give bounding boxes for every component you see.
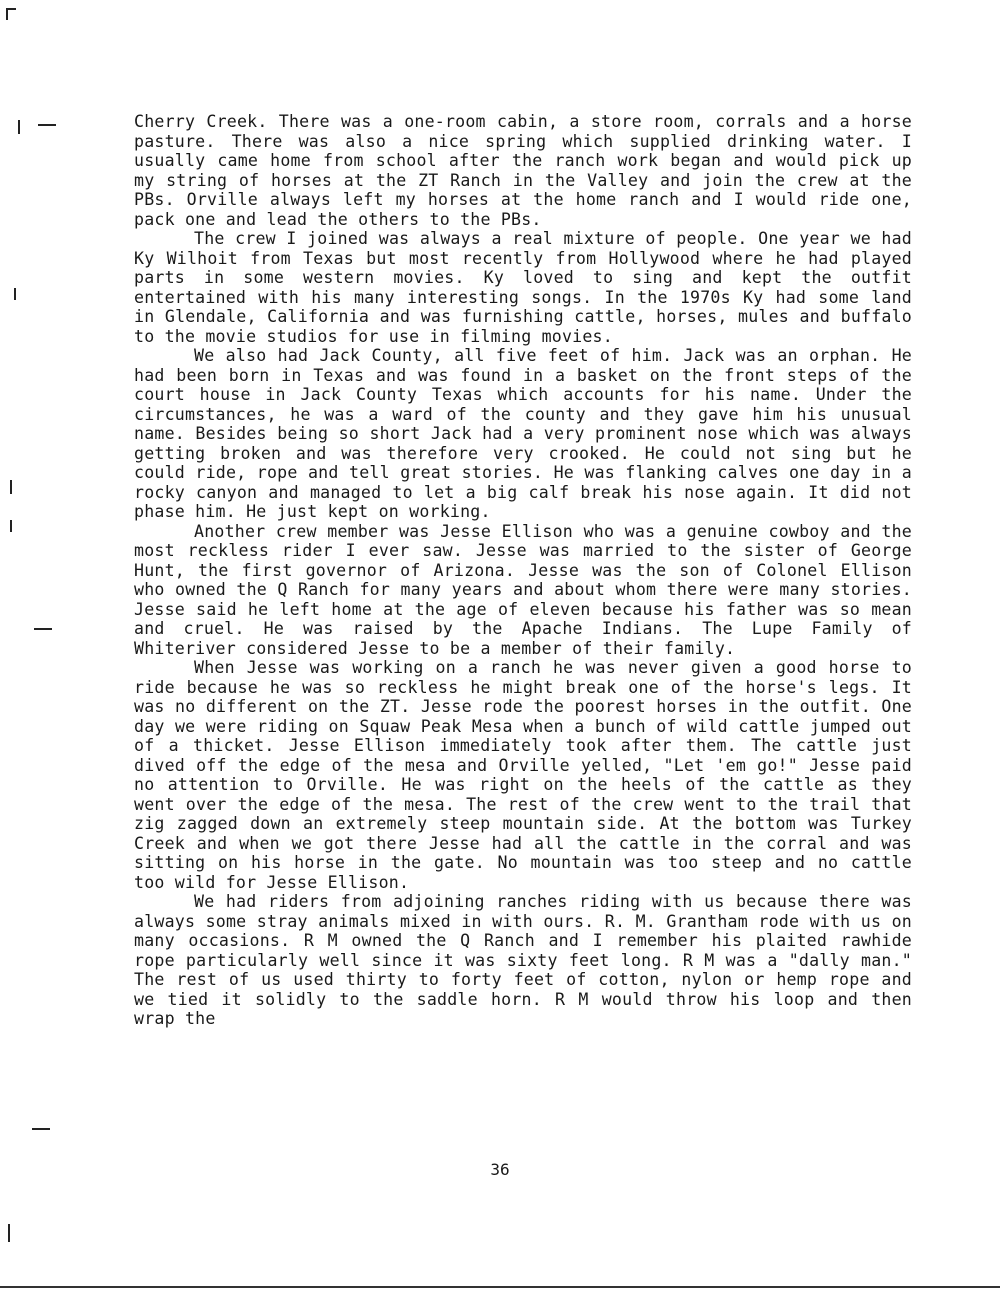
paragraph: Cherry Creek. There was a one-room cabin, a store room, corrals and a horse pasture. There was also a nice spring which supplied drinking water. I usually came home from school after the ranch work began and would pick up my string of horses at the ZT Ranch in the Valley and join the crew at the PBs. Orville always left my horses at the home ranch and I would ride one, pack one and lead the others to the PBs. — [134, 112, 912, 229]
scan-corner-mark — [6, 8, 8, 20]
paragraph: The crew I joined was always a real mixture of people. One year we had Ky Wilhoit from Texas but most recently from Hollywood where he had played parts in some western movies. Ky loved to sing and kept the outfit entertained with his many interesting songs. In the 1970s Ky had some land in Glendale, California and was furnishing cattle, horses, mules and buffalo to the movie studios for use in filming movies. — [134, 229, 912, 346]
scan-margin-mark — [38, 124, 56, 126]
scan-bottom-edge — [0, 1286, 1000, 1288]
scan-margin-mark — [10, 520, 12, 532]
paragraph: Another crew member was Jesse Ellison who was a genuine cowboy and the most reckless rider I ever saw. Jesse was married to the sister of George Hunt, the first governor of Arizona. Jesse was the son of Colonel Ellison who owned the Q Ranch for many years and about whom there were many stories. Jesse said he left home at the age of eleven because his father was so mean and cruel. He was raised by the Apache Indians. The Lupe Family of Whiteriver considered Jesse to be a member of their family. — [134, 521, 912, 658]
paragraph: When Jesse was working on a ranch he was never given a good horse to ride because he was so reckless he might break one of the horse's legs. It was no different on the ZT. Jesse rode the poorest horses in the outfit. One day we were riding on Squaw Peak Mesa when a bunch of wild cattle jumped out of a thicket. Jesse Ellison immediately took after them. The cattle just dived off the edge of the mesa and Orville yelled, "Let 'em go!" Jesse paid no attention to Orville. He was right on the heels of the cattle as they went over the edge of the mesa. The rest of the crew went to the trail that zig zagged down an extremely steep mountain side. At the bottom was Turkey Creek and when we got there Jesse had all the cattle in the corral and was sitting on his horse in the gate. No mountain was too steep and no cattle too wild for Jesse Ellison. — [134, 658, 912, 892]
paragraph: We had riders from adjoining ranches riding with us because there was always some stray animals mixed in with ours. R. M. Grantham rode with us on many occasions. R M owned the Q Ranch and I remember his plaited rawhide rope particularly well since it was sixty feet long. R M was a "dally man." The rest of us used thirty to forty feet of cotton, nylon or hemp rope and we tied it solidly to the saddle horn. R M would throw his loop and then wrap the — [134, 892, 912, 1028]
body-text — [134, 112, 912, 1029]
paragraph: We also had Jack County, all five feet of him. Jack was an orphan. He had been born in Texas and was found in a basket on the front steps of the court house in Jack County Texas which accounts for his name. Under the circumstances, he was a ward of the county and they gave him his unusual name. Besides being so short Jack had a very prominent nose which was always getting broken and was therefore very crooked. He could not sing but he could ride, rope and tell great stories. He was flanking calves one day in a rocky canyon and managed to let a big calf break his nose again. It did not phase him. He just kept on working. — [134, 346, 912, 521]
scan-margin-mark — [14, 288, 16, 300]
page-number: 36 — [490, 1160, 510, 1179]
scan-margin-mark — [32, 1128, 50, 1130]
scan-margin-mark — [8, 1224, 10, 1242]
scan-margin-mark — [10, 480, 12, 494]
scan-margin-mark — [18, 120, 20, 134]
scan-margin-mark — [34, 628, 52, 630]
